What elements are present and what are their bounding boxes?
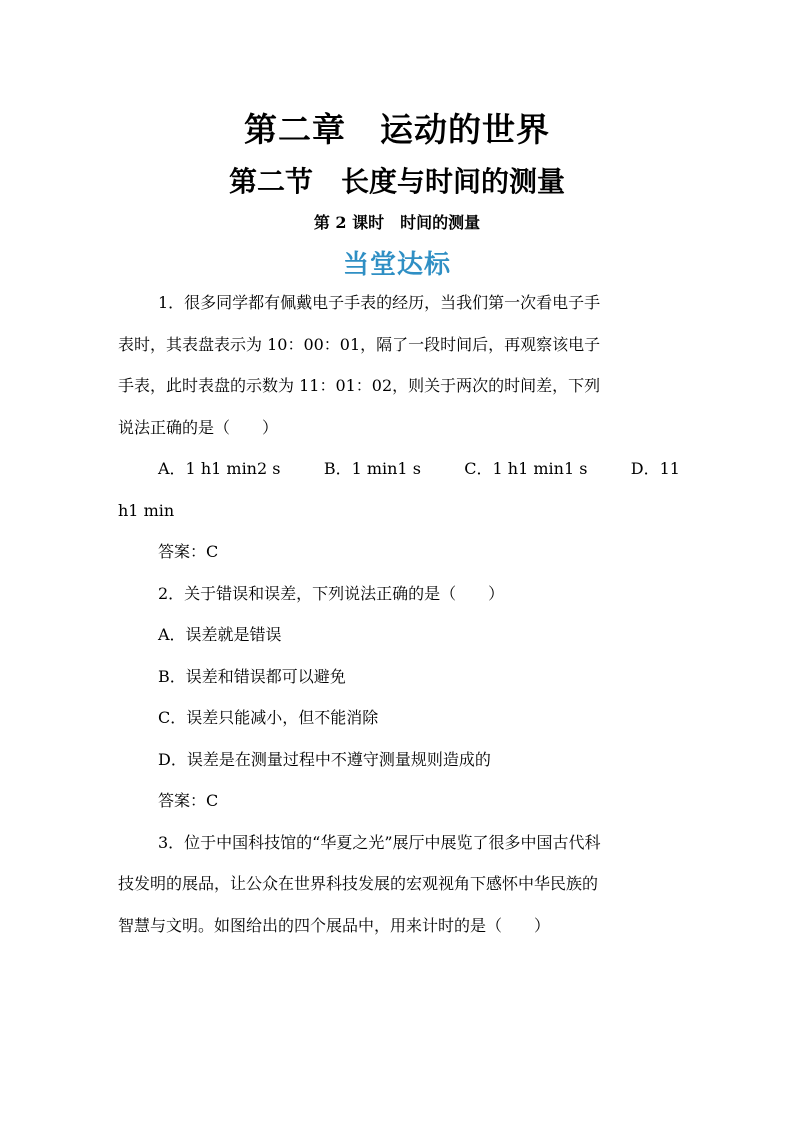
question-1-option-d-wrap: h1 min — [118, 500, 175, 520]
question-3-line-2: 技发明的展品，让公众在世界科技发展的宏观视角下感怀中华民族的 — [118, 874, 599, 893]
question-3 — [118, 822, 680, 947]
question-2 — [118, 573, 680, 822]
question-1-stem — [118, 282, 680, 448]
question-1-option-c: C．1 h1 min1 s — [464, 459, 588, 478]
question-1-line-1: 1．很多同学都有佩戴电子手表的经历，当我们第一次看电子手 — [158, 293, 601, 312]
question-1-option-b: B．1 min1 s — [323, 459, 421, 478]
question-3-line-3: 智慧与文明。如图给出的四个展品中，用来计时的是（ ） — [118, 915, 551, 935]
question-1-option-d: D．11 — [630, 459, 680, 478]
question-1-answer: 答案：C — [158, 542, 219, 561]
chapter-title: 第二章 运动的世界 — [244, 110, 550, 149]
question-1-options — [118, 448, 680, 490]
question-2-stem: 2．关于错误和误差，下列说法正确的是（ ） — [158, 583, 505, 603]
question-2-answer: 答案：C — [158, 791, 219, 810]
question-1-option-a: A．1 h1 min2 s — [158, 459, 281, 478]
question-body — [118, 282, 680, 946]
lesson-title: 第 2 课时 时间的测量 — [313, 213, 481, 232]
question-2-option-a: A．误差就是错误 — [158, 625, 282, 644]
practice-heading: 当堂达标 — [342, 250, 451, 280]
question-2-option-d: D．误差是在测量过程中不遵守测量规则造成的 — [158, 749, 491, 769]
question-2-option-c: C．误差只能减小，但不能消除 — [158, 708, 379, 727]
question-1 — [118, 282, 680, 573]
question-1-line-3: 手表，此时表盘的示数为 11：01：02，则关于两次的时间差，下列 — [118, 376, 601, 395]
question-2-option-b: B．误差和错误都可以避免 — [158, 666, 346, 686]
section-title: 第二节 长度与时间的测量 — [228, 165, 565, 198]
question-3-line-1: 3．位于中国科技馆的“华夏之光”展厅中展览了很多中国古代科 — [158, 832, 601, 852]
question-1-line-2: 表时，其表盘表示为 10：00：01，隔了一段时间后，再观察该电子 — [118, 334, 601, 354]
question-3-stem — [118, 822, 680, 947]
question-1-line-4: 说法正确的是（ ） — [118, 417, 279, 437]
